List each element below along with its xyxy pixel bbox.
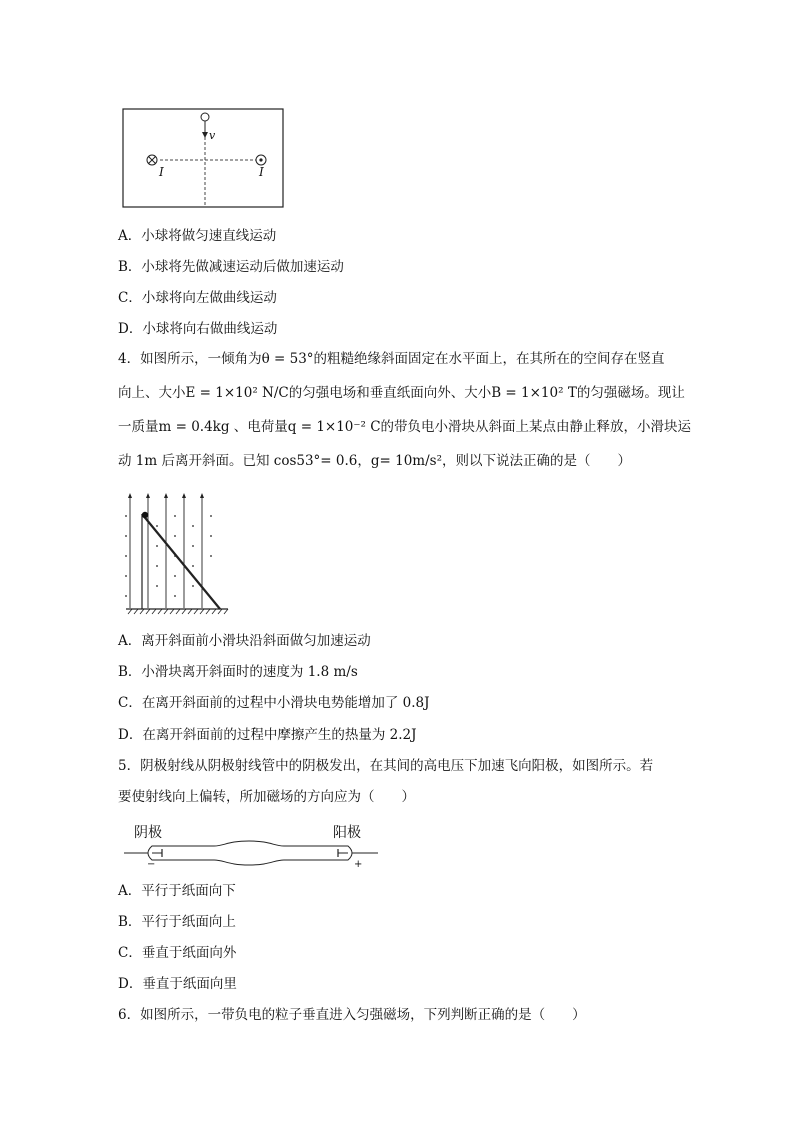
question-4-line-3: 一质量m = 0.4kg 、电荷量q = 1×10⁻² C的带负电小滑块从斜面上某点由静止释放，小滑块运 [118, 419, 692, 435]
figure-incline [120, 492, 232, 616]
figure-wires-ball [122, 108, 292, 210]
option-a: A．离开斜面前小滑块沿斜面做匀加速运动 [118, 633, 371, 649]
question-4-line-4: 动 1m 后离开斜面。已知 cos53°= 0.6，g= 10m/s²，则以下说法正确的是（ ） [118, 453, 631, 469]
question-4-line-1: 4．如图所示，一倾角为θ = 53°的粗糙绝缘斜面固定在水平面上，在其所在的空间存在竖直 [118, 351, 665, 367]
question-6-line-1: 6．如图所示，一带负电的粒子垂直进入匀强磁场，下列判断正确的是（ ） [118, 1007, 586, 1023]
option-b: B．平行于纸面向上 [118, 914, 236, 930]
option-b: B．小球将先做减速运动后做加速运动 [118, 259, 344, 275]
slider-block-icon [142, 512, 148, 518]
current-label-right: I [259, 165, 264, 179]
option-d: D．垂直于纸面向里 [118, 976, 237, 992]
option-d: D．在离开斜面前的过程中摩擦产生的热量为 2.2J [118, 727, 417, 743]
velocity-label: v [209, 129, 216, 142]
cathode-label: 阴极 [134, 825, 162, 841]
option-a: A．平行于纸面向下 [118, 883, 236, 899]
question-4-line-2: 向上、大小E = 1×10² N/C的匀强电场和垂直纸面向外、大小B = 1×10² T的匀强磁场。现让 [118, 385, 685, 401]
anode-label: 阳极 [333, 825, 361, 841]
current-label-left: I [159, 165, 164, 179]
option-b: B．小滑块离开斜面时的速度为 1.8 m/s [118, 664, 358, 680]
cathode-sign: − [147, 859, 156, 870]
option-c: C．在离开斜面前的过程中小滑块电势能增加了 0.8J [118, 695, 430, 711]
ball-icon [201, 113, 209, 121]
option-c: C．小球将向左做曲线运动 [118, 290, 277, 306]
option-d: D．小球将向右做曲线运动 [118, 321, 278, 337]
anode-sign: + [354, 859, 363, 870]
question-5-line-1: 5．阴极射线从阴极射线管中的阴极发出，在其间的高电压下加速飞向阳极，如图所示。若 [118, 758, 654, 774]
option-a: A．小球将做匀速直线运动 [118, 228, 277, 244]
question-5-line-2: 要使射线向上偏转，所加磁场的方向应为（ ） [118, 789, 415, 805]
option-c: C．垂直于纸面向外 [118, 945, 237, 961]
figure-cathode-ray-tube [124, 840, 378, 870]
